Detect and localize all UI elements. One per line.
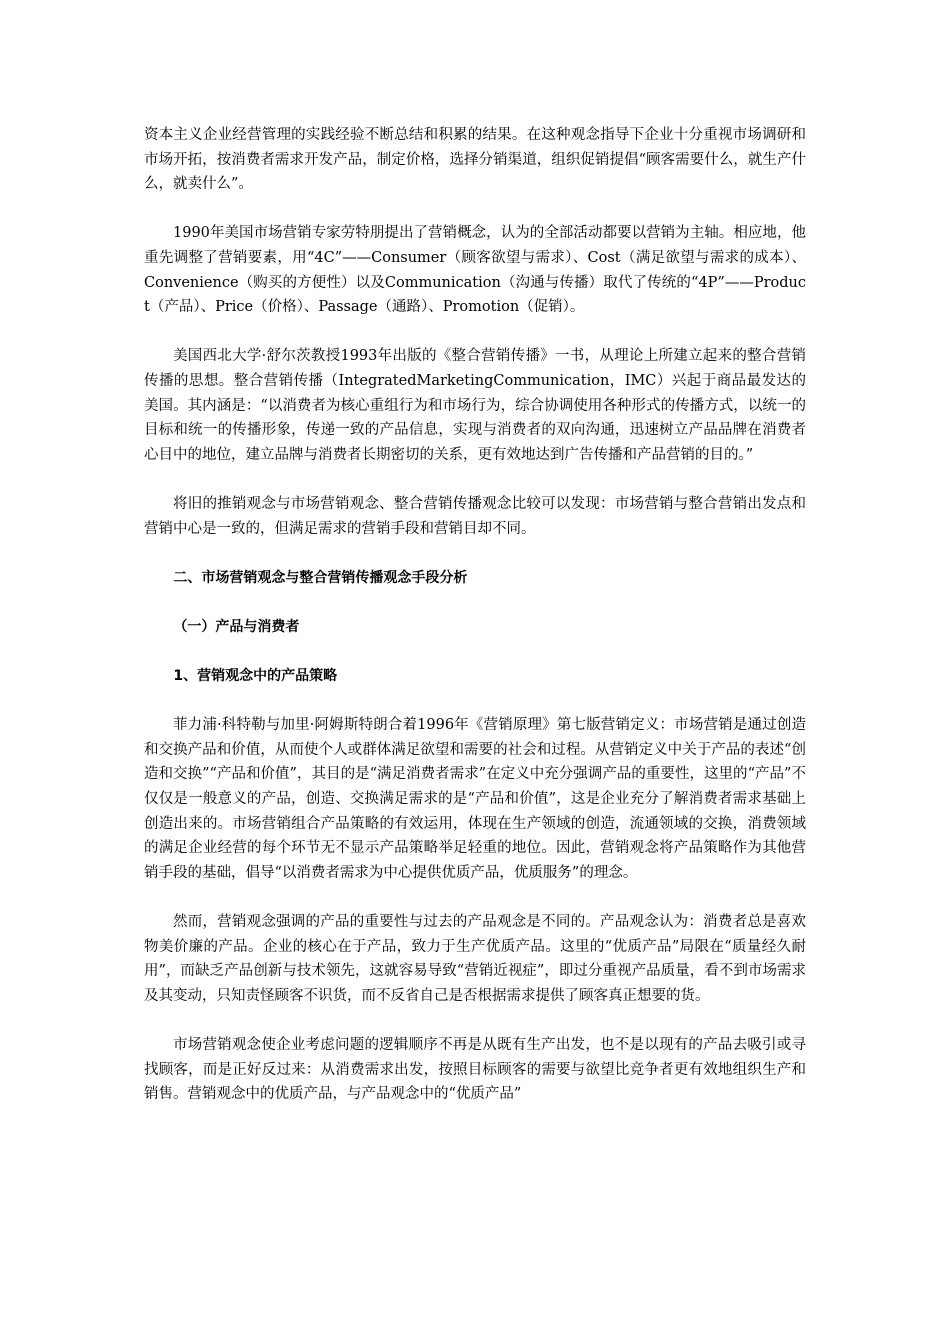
paragraph-kotler-definition: 菲力浦·科特勒与加里·阿姆斯特朗合着1996年《营销原理》第七版营销定义：市场营销是通过创造和交换产品和价值，从而使个人或群体满足欲望和需要的社会和过程。从营销定义中关于产品的表述“创造和交换”“产品和价值”，其目的是“满足消费者需求”在定义中充分强调产品的重要性，这里的“产品”不仅仅是一般意义的产品，创造、交换满足需求的是“产品和价值”，这是企业充分了解消费者需求基础上创造出来的。市场营销组合产品策略的有效运用，体现在生产领域的创造，流通领域的交换，消费领域的满足企业经营的每个环节无不显示产品策略举足轻重的地位。因此，营销观念将产品策略作为其他营销手段的基础，倡导“以消费者需求为中心提供优质产品，优质服务”的理念。 [144,717,806,881]
paragraph-product-concept: 然而，营销观念强调的产品的重要性与过去的产品观念是不同的。产品观念认为：消费者总是喜欢物美价廉的产品。企业的核心在于产品，致力于生产优质产品。这里的“优质产品”局限在“质量经久耐用”，而缺乏产品创新与技术领先，这就容易导致“营销近视症”，即过分重视产品质量，看不到市场需求及其变动，只知责怪顾客不识货，而不反省自己是否根据需求提供了顾客真正想要的货。 [144,914,806,1004]
paragraph-imc: 美国西北大学·舒尔茨教授1993年出版的《整合营销传播》一书，从理论上所建立起来的整合营销传播的思想。整合营销传播（IntegratedMarketingCommunication，IMC）兴起于商品最发达的美国。其内涵是：“以消费者为核心重组行为和市场行为，综合协调使用各种形式的传播方式，以统一的目标和统一的传播形象，传递一致的产品信息，实现与消费者的双向沟通，迅速树立产品品牌在消费者心目中的地位，建立品牌与消费者长期密切的关系，更有效地达到广告传播和产品营销的目的。” [144,348,806,463]
subsubsection-heading: 1、营销观念中的产品策略 [173,668,338,685]
subsection-heading: （一）产品与消费者 [173,618,300,635]
section-heading: 二、市场营销观念与整合营销传播观念手段分析 [173,569,468,586]
paragraph-marketing-logic: 市场营销观念使企业考虑问题的逻辑顺序不再是从既有生产出发，也不是以现有的产品去吸引或寻找顾客，而是正好反过来：从消费需求出发，按照目标顾客的需要与欲望比竞争者更有效地组织生产和销售。营销观念中的优质产品，与产品观念中的“优质产品” [144,1036,806,1103]
paragraph-4c-concept: 1990年美国市场营销专家劳特朋提出了营销概念，认为的全部活动都要以营销为主轴。相应地，他重先调整了营销要素，用“4C”——Consumer（顾客欲望与需求）、Cost（满足欲望与需求的成本）、Convenience（购买的方便性）以及Communication（沟通与传播）取代了传统的“4P”——Product（产品）、Price（价格）、Passage（通路）、Promotion（促销）。 [144,225,806,316]
document-page [144,123,806,1107]
paragraph-continuation: 资本主义企业经营管理的实践经验不断总结和积累的结果。在这种观念指导下企业十分重视市场调研和市场开拓，按消费者需求开发产品，制定价格，选择分销渠道，组织促销提倡“顾客需要什么，就生产什么，就卖什么”。 [144,127,806,193]
paragraph-comparison: 将旧的推销观念与市场营销观念、整合营销传播观念比较可以发现：市场营销与整合营销出发点和营销中心是一致的，但满足需求的营销手段和营销目却不同。 [144,495,806,537]
